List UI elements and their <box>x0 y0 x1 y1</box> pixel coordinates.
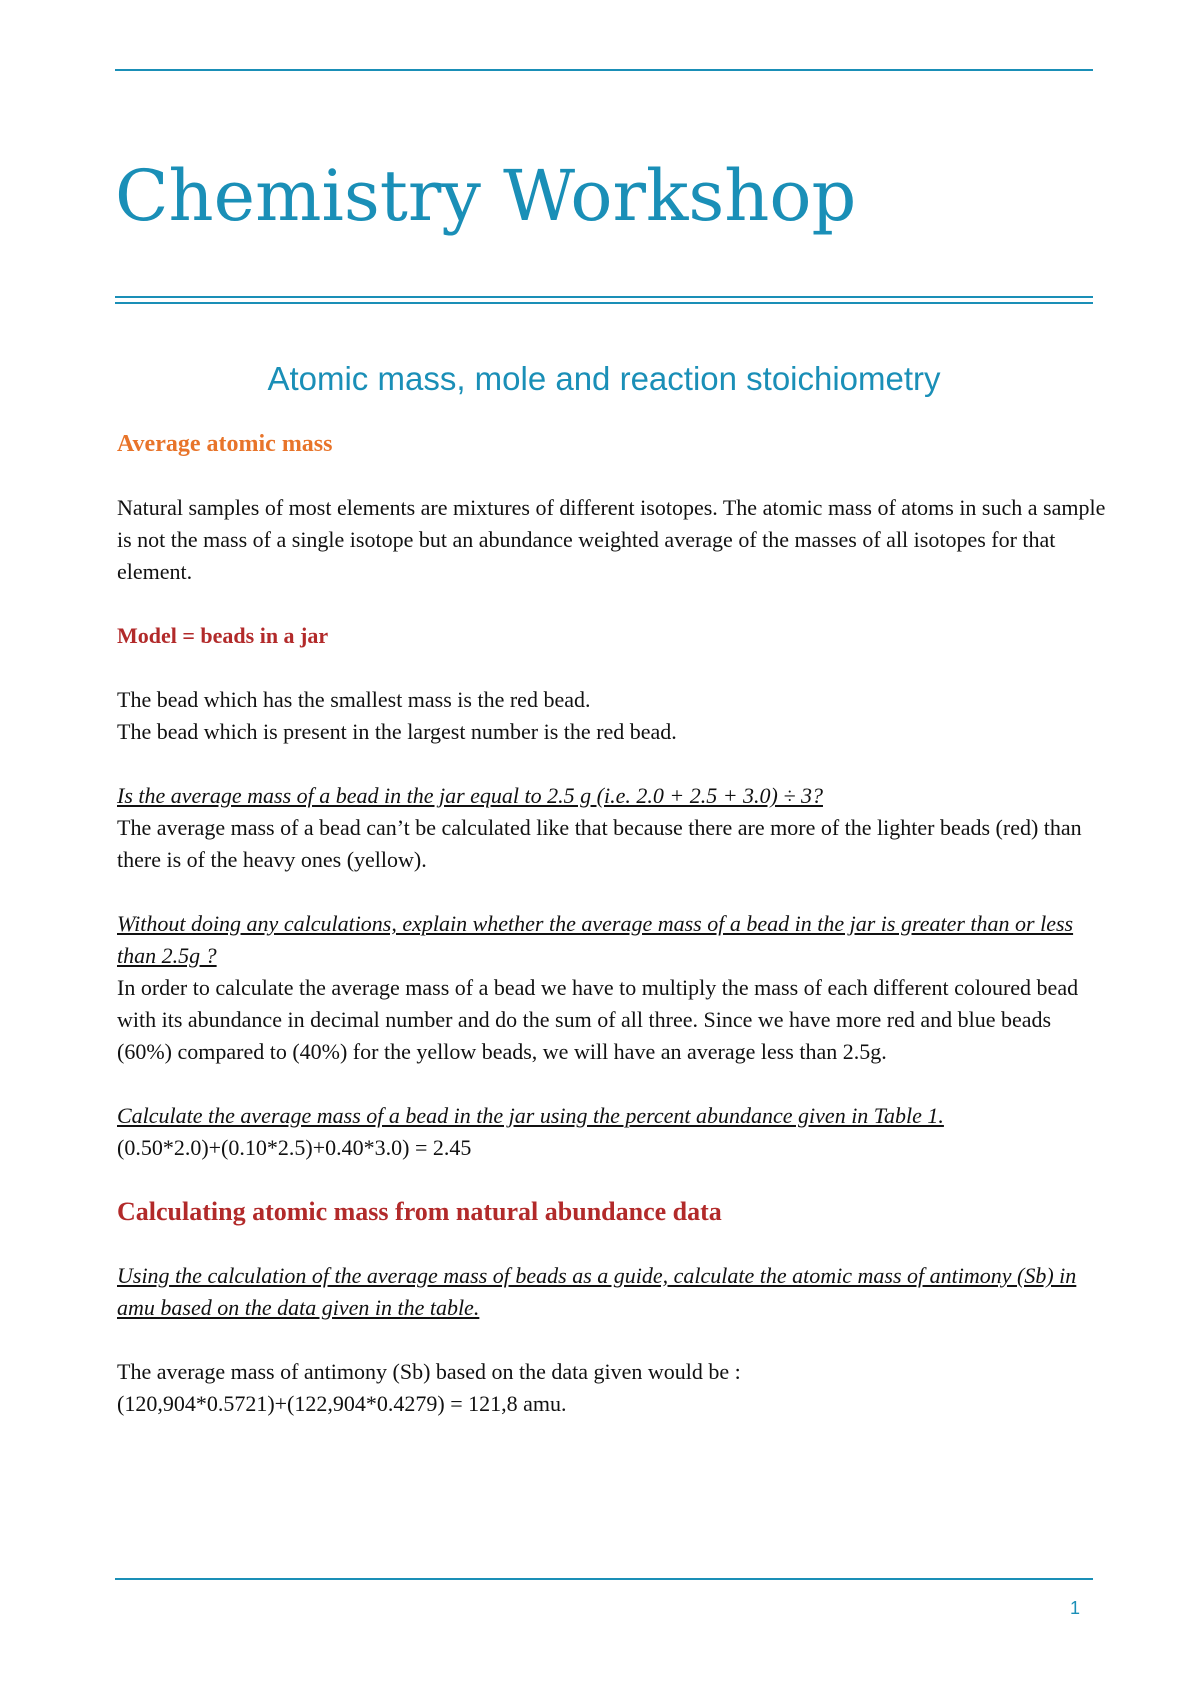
question-block-1 <box>117 780 1107 876</box>
question-block-3 <box>117 1100 1107 1164</box>
document-body <box>117 428 1107 1452</box>
page-number: 1 <box>1070 1598 1081 1618</box>
heading-average-atomic-mass: Average atomic mass <box>117 431 333 457</box>
title-rule-lower <box>115 302 1093 304</box>
answer-2: In order to calculate the average mass of a bead we have to multiply the mass of each different coloured bead with its abundance in decimal number and do the sum of all three. Since we have more red and blue beads (60%) compared to (40%) for the yellow beads, we will have an average less than 2.5g. <box>117 975 1079 1064</box>
answer-4-line-2: (120,904*0.5721)+(122,904*0.4279) = 121,8 amu. <box>117 1391 567 1416</box>
question-3: Calculate the average mass of a bead in the jar using the percent abundance given in Table 1. <box>117 1103 944 1128</box>
bottom-rule <box>115 1578 1093 1580</box>
paragraph-model <box>117 684 1107 748</box>
answer-4-line-1: The average mass of antimony (Sb) based on the data given would be : <box>117 1359 741 1384</box>
question-block-2 <box>117 908 1107 1068</box>
answer-block-4 <box>117 1356 1107 1420</box>
model-line-1: The bead which has the smallest mass is the red bead. <box>117 687 591 712</box>
model-line-2: The bead which is present in the largest number is the red bead. <box>117 719 677 744</box>
document-title: Chemistry Workshop <box>115 154 857 237</box>
top-rule <box>115 69 1093 71</box>
heading-calculating-atomic-mass: Calculating atomic mass from natural abundance data <box>117 1197 722 1226</box>
answer-1: The average mass of a bead can’t be calculated like that because there are more of the lighter beads (red) than there is of the heavy ones (yellow). <box>117 815 1082 872</box>
question-1: Is the average mass of a bead in the jar equal to 2.5 g (i.e. 2.0 + 2.5 + 3.0) ÷ 3? <box>117 783 823 808</box>
paragraph-average-atomic-mass: Natural samples of most elements are mixtures of different isotopes. The atomic mass of atoms in such a sample is not the mass of a single isotope but an abundance weighted average of the masses of all isotopes for that element. <box>117 495 1106 584</box>
question-block-4 <box>117 1260 1107 1324</box>
answer-3: (0.50*2.0)+(0.10*2.5)+0.40*3.0) = 2.45 <box>117 1135 472 1160</box>
heading-model-beads: Model = beads in a jar <box>117 623 329 648</box>
document-subtitle: Atomic mass, mole and reaction stoichiometry <box>267 360 941 397</box>
question-4: Using the calculation of the average mass of beads as a guide, calculate the atomic mass of antimony (Sb) in amu based on the data given in the table. <box>117 1263 1077 1320</box>
title-rule-upper <box>115 296 1093 298</box>
question-2: Without doing any calculations, explain whether the average mass of a bead in the jar is greater than or less than 2.5g ? <box>117 911 1074 968</box>
